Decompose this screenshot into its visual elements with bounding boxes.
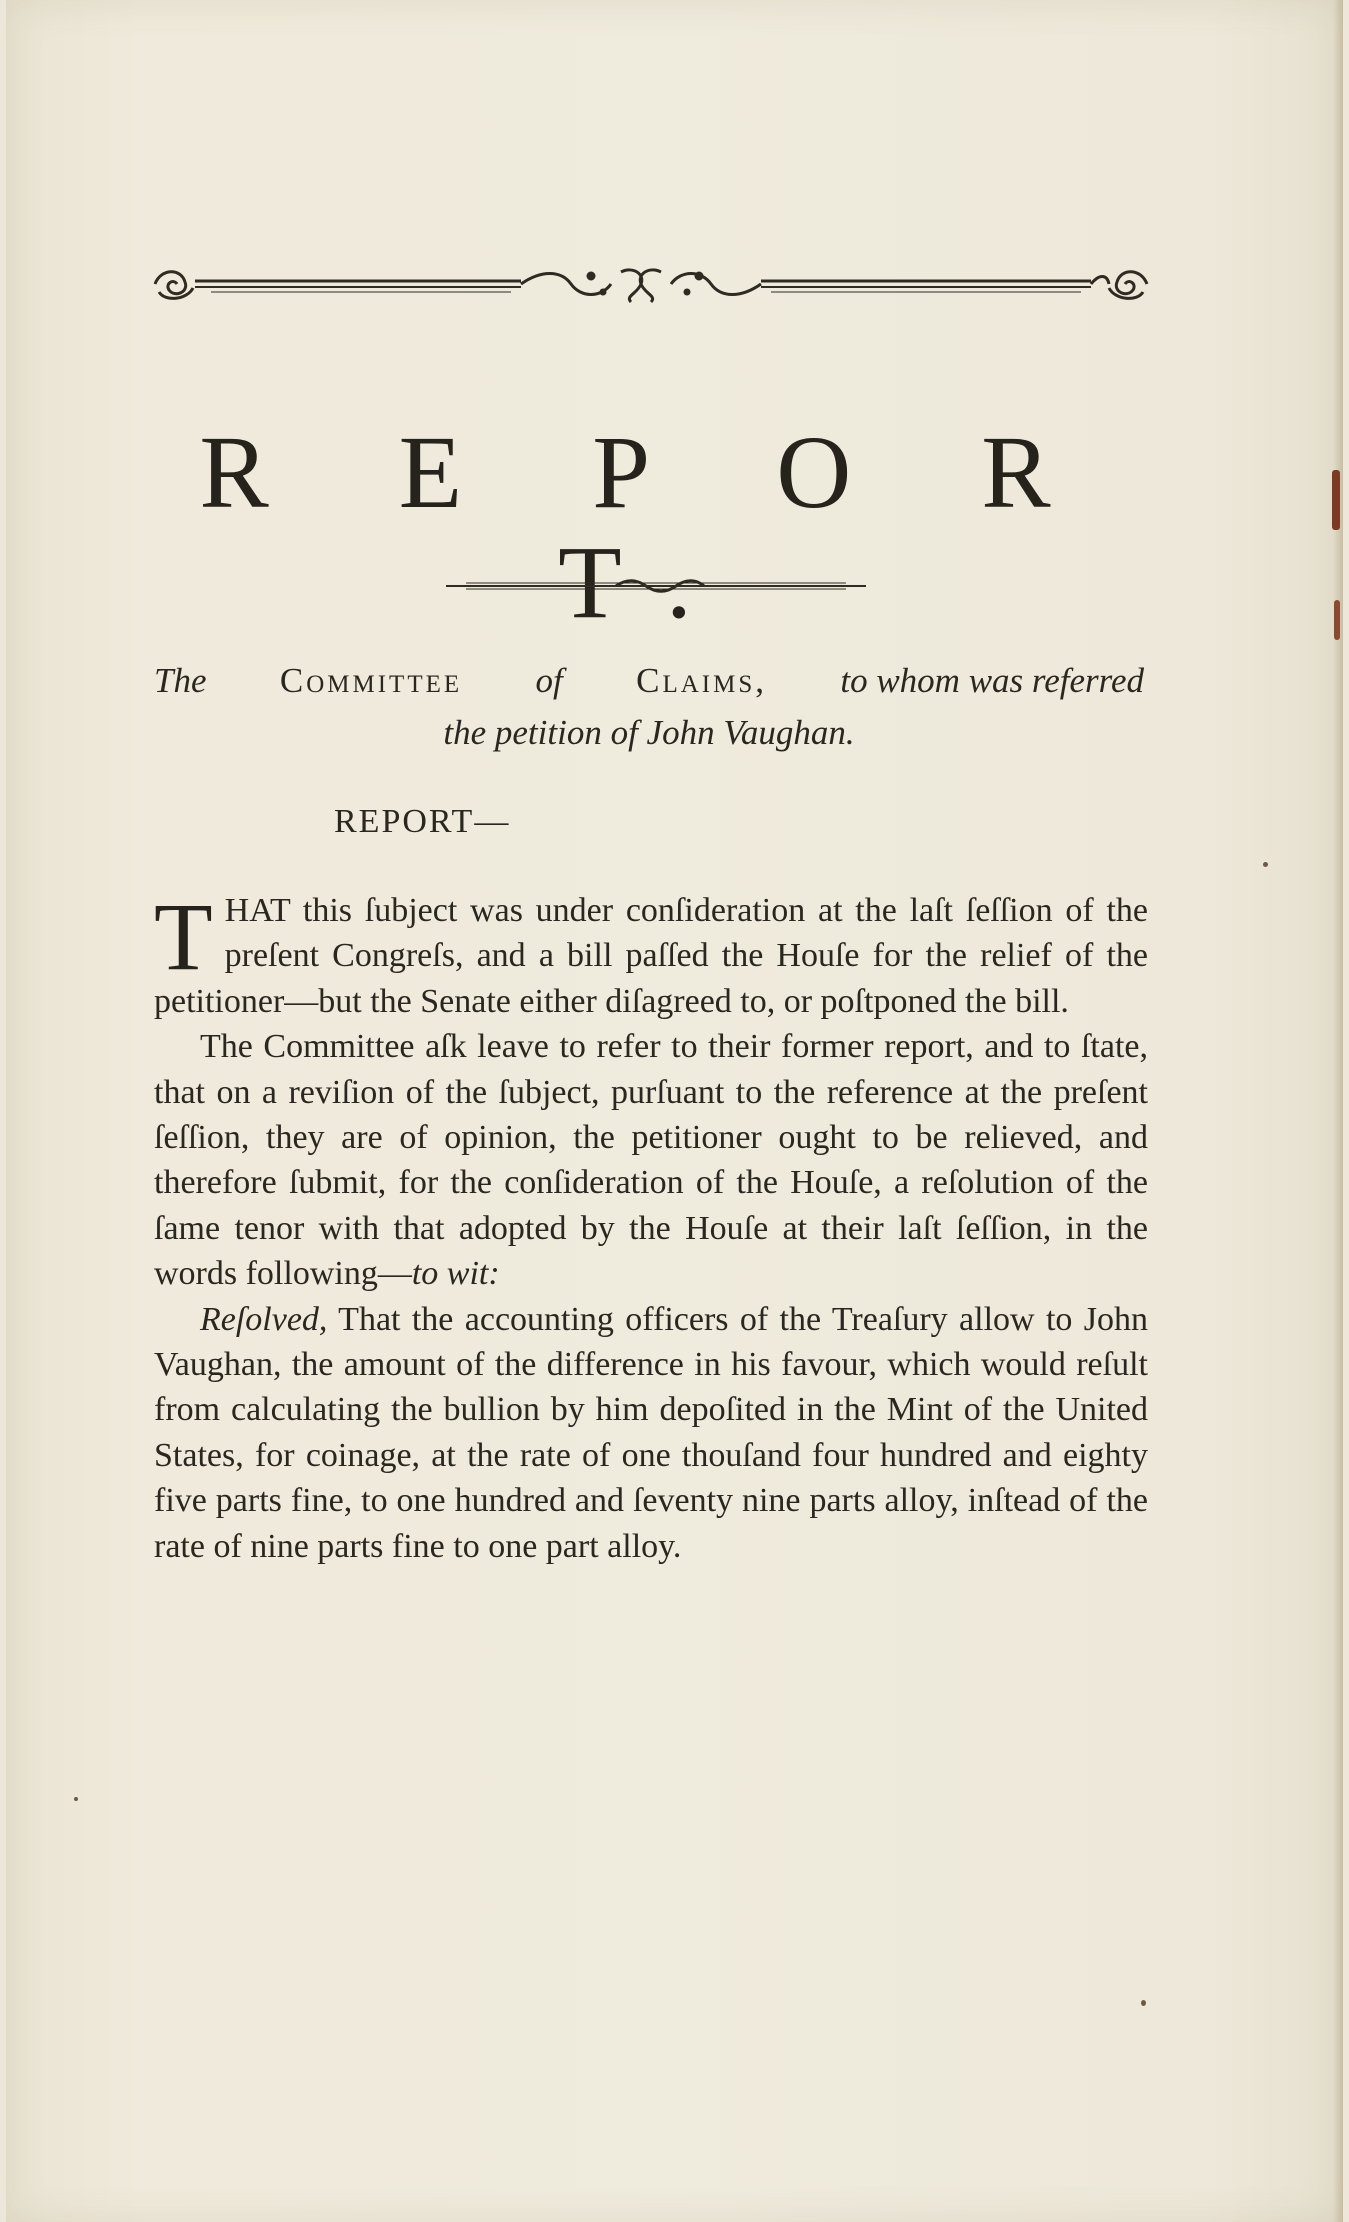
paper-speck — [1334, 600, 1340, 640]
paragraph-3 — [154, 1297, 1148, 1569]
title-rule-ornament — [446, 578, 866, 594]
heading-word: to whom was referred — [840, 661, 1144, 700]
document-page — [6, 0, 1343, 2222]
report-body — [154, 883, 1148, 1569]
page-title: R E P O R T. — [199, 415, 1103, 640]
drop-cap: T — [154, 883, 213, 990]
heading-line-1 — [154, 655, 1144, 707]
heading-committee: Committee — [279, 661, 463, 700]
paragraph-2 — [154, 1024, 1148, 1296]
page-edge-shadow — [1333, 0, 1343, 2222]
heading-word: The — [154, 661, 207, 700]
paper-speck — [1332, 470, 1340, 530]
paper-speck — [1263, 862, 1268, 867]
paragraph-2-to-wit: to wit: — [411, 1255, 500, 1293]
heading-claims: Claims, — [636, 661, 767, 700]
report-label: REPORT— — [334, 803, 511, 840]
resolved-label: Reſolved, — [200, 1300, 328, 1338]
heading-line-2: the petition of John Vaughan. — [443, 713, 855, 752]
paper-speck — [74, 1797, 78, 1801]
decorative-ornament — [151, 262, 1151, 306]
paper-speck — [1141, 2000, 1146, 2006]
paragraph-1-text: HAT this ſubject was under conſideration at the laſt ſeſſion of the preſent Congreſs, and a bill paſſed the Houſe for the relief of the petitioner—but the Senate either diſagreed to, or poſtponed the bill. — [154, 892, 1148, 1020]
paragraph-1 — [154, 883, 1148, 1024]
heading-word: of — [535, 661, 563, 700]
paragraph-3-text: That the accounting officers of the Treaſury allow to John Vaughan, the amount of the difference in his favour, which would reſult from calculating the bullion by him depoſited in the Mint of the United States, for coinage, at the rate of one thouſand four hundred and eighty five parts fine, to one hundred and ſeventy nine parts alloy, inſtead of the rate of nine parts fine to one part alloy. — [154, 1300, 1148, 1565]
paragraph-2-text: The Committee aſk leave to refer to their former report, and to ſtate, that on a reviſion of the ſubject, purſuant to the reference at the preſent ſeſſion, they are of opinion, the petitioner ought to be relieved, and therefore ſubmit, for the conſideration of the Houſe, a reſolution of the ſame tenor with that adopted by the Houſe at their laſt ſeſſion, in the words following— — [154, 1028, 1148, 1293]
report-heading — [154, 655, 1144, 759]
